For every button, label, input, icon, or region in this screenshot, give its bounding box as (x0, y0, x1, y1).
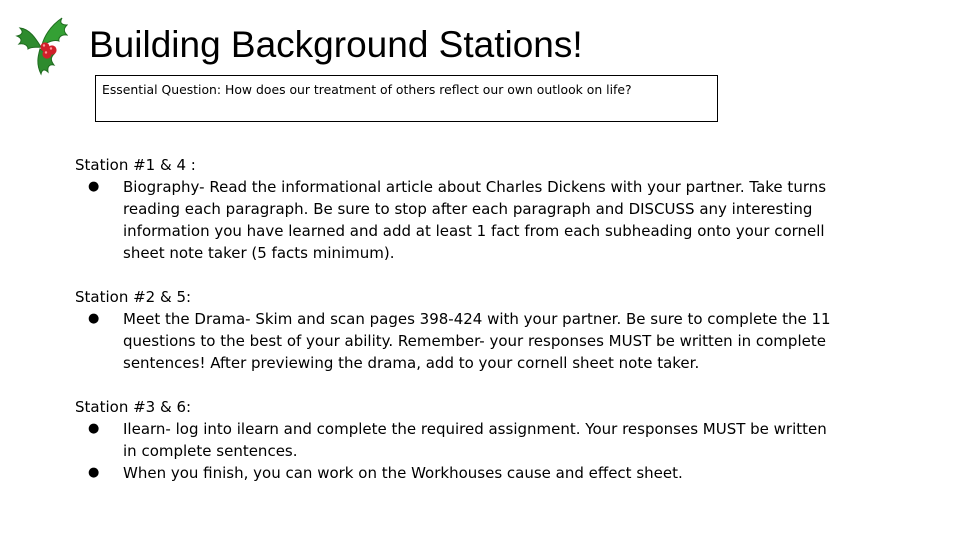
list-item (75, 418, 835, 462)
bullet-icon: ● (88, 179, 100, 194)
station-bullet-list (75, 418, 835, 484)
list-item (75, 462, 835, 484)
list-item-text: Meet the Drama- Skim and scan pages 398-424 with your partner. Be sure to complete the 11 questions to the best of your ability. Remember- your responses MUST be written in complete sentences! After previewing the drama, add to your cornell sheet note taker. (123, 310, 831, 372)
station-heading: Station #1 & 4 : (75, 156, 196, 174)
station-heading: Station #3 & 6: (75, 398, 192, 416)
list-item (75, 176, 835, 264)
bullet-icon: ● (88, 311, 100, 326)
station-bullet-list (75, 308, 835, 374)
list-item-text: Biography- Read the informational article about Charles Dickens with your partner. Take turns reading each paragraph. Be sure to stop after each paragraph and DISCUSS any interesting information you have learned and add at least 1 fact from each subheading onto your cornell sheet note taker (5 facts minimum). (123, 178, 827, 262)
holly-icon (14, 14, 68, 76)
station-block (75, 396, 835, 484)
stations-content (75, 154, 835, 484)
station-block (75, 286, 835, 374)
bullet-icon: ● (88, 421, 100, 436)
list-item-text: When you finish, you can work on the Workhouses cause and effect sheet. (123, 464, 683, 482)
station-bullet-list (75, 176, 835, 264)
slide-title: Building Background Stations! (89, 24, 583, 65)
essential-question-box (95, 75, 718, 122)
list-item-text: Ilearn- log into ilearn and complete the required assignment. Your responses MUST be written in complete sentences. (123, 420, 827, 460)
station-block (75, 154, 835, 264)
essential-question-text: Essential Question: How does our treatment of others reflect our own outlook on life? (102, 82, 632, 97)
list-item (75, 308, 835, 374)
station-heading: Station #2 & 5: (75, 288, 192, 306)
bullet-icon: ● (88, 465, 100, 480)
